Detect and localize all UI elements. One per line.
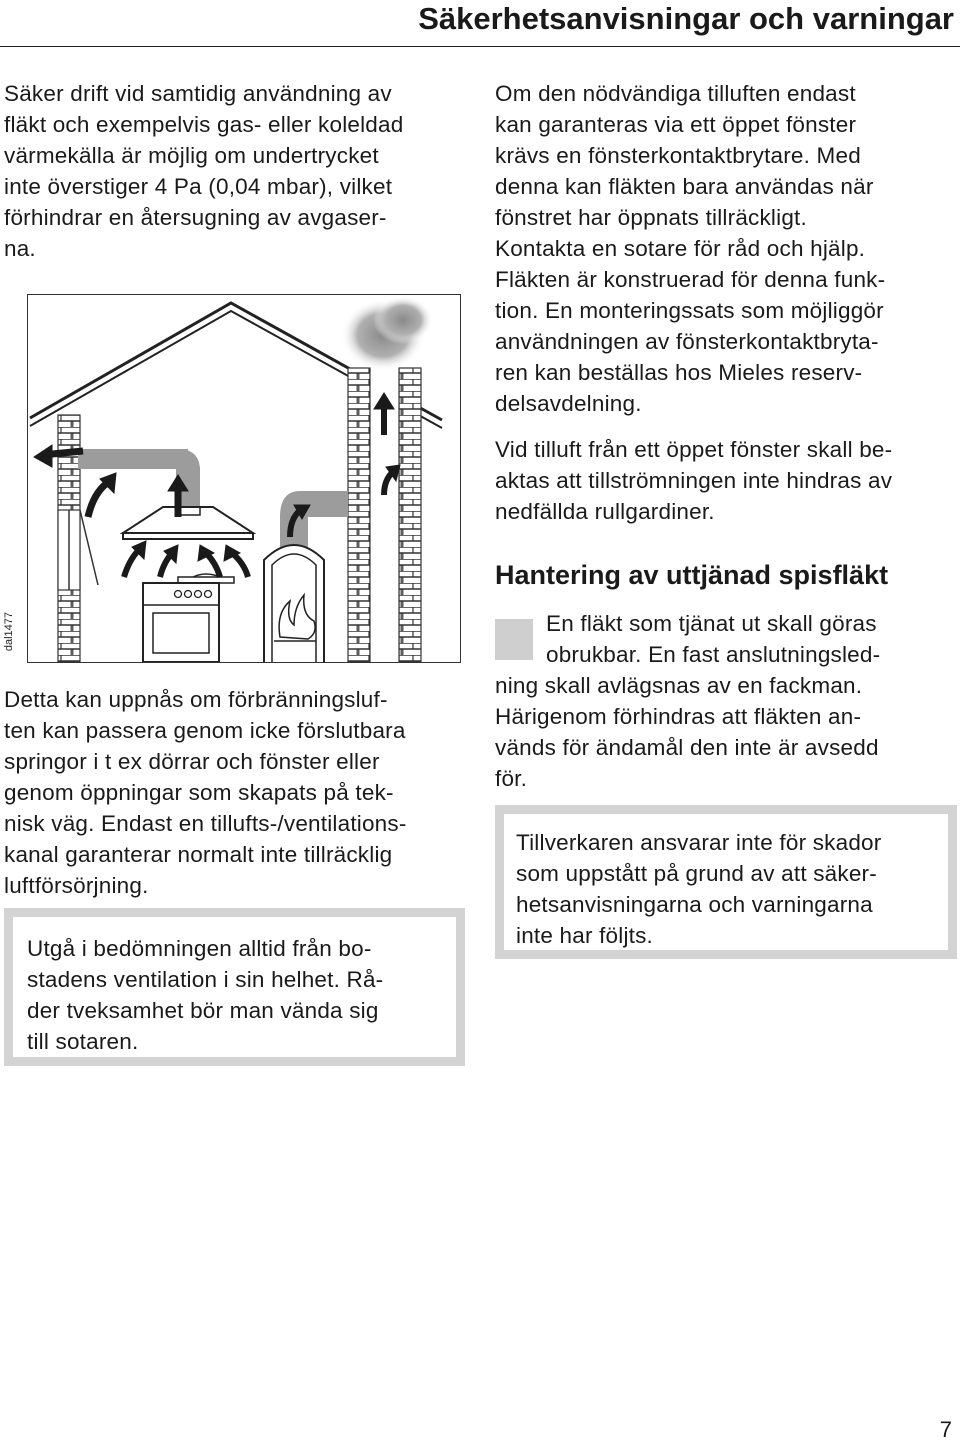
text-line: luftförsörjning. (4, 873, 149, 898)
liability-note-box (495, 805, 957, 959)
text-line: delsavdelning. (495, 391, 642, 416)
intro-paragraph (4, 78, 403, 264)
header-divider (0, 46, 960, 47)
text-line: förhindrar en återsugning av avgaser- (4, 205, 387, 230)
text-line: användningen av fönsterkontaktbryta- (495, 329, 879, 354)
text-line: fläkt och exempelvis gas- eller koleldad (4, 112, 404, 137)
text-line: Vid tilluft från ett öppet fönster skall be- (495, 437, 893, 462)
body-paragraph (4, 684, 407, 901)
disposal-paragraph-intro (546, 608, 880, 670)
text-line: Utgå i bedömningen alltid från bo- (27, 936, 372, 961)
text-line: obrukbar. En fast anslutningsled- (546, 642, 881, 667)
page-title: Säkerhetsanvisningar och varningar (418, 1, 954, 36)
info-marker-icon (495, 619, 533, 660)
page-number: 7 (939, 1417, 952, 1442)
text-line: Tillverkaren ansvarar inte för skador (516, 830, 882, 855)
text-line: Om den nödvändiga tilluften endast (495, 81, 856, 106)
text-line: krävs en fönsterkontaktbrytare. Med (495, 143, 861, 168)
text-line: Detta kan uppnås om förbränningsluf- (4, 687, 388, 712)
text-line: fönstret har öppnats tillräckligt. (495, 205, 807, 230)
figure-label: dal1477 (3, 612, 15, 652)
disposal-paragraph (495, 670, 879, 794)
text-line: hetsanvisningarna och varningarna (516, 892, 873, 917)
text-line: kan garanteras via ett öppet fönster (495, 112, 857, 137)
text-line: ten kan passera genom icke förslutbara (4, 718, 406, 743)
text-line: tion. En monteringssats som möjliggör (495, 298, 884, 323)
stove-icon (143, 574, 234, 662)
text-line: Fläkten är konstruerad för denna funk- (495, 267, 886, 292)
text-line: värmekälla är möjlig om undertrycket (4, 143, 379, 168)
text-line: na. (4, 236, 36, 261)
text-line: nisk väg. Endast en tillufts-/ventilations- (4, 811, 407, 836)
open-window-paragraph (495, 434, 892, 527)
text-line: En fläkt som tjänat ut skall göras (546, 611, 877, 636)
text-line: stadens ventilation i sin helhet. Rå- (27, 967, 384, 992)
text-line: som uppstått på grund av att säker- (516, 861, 877, 886)
text-line: denna kan fläkten bara användas när (495, 174, 874, 199)
text-line: till sotaren. (27, 1029, 139, 1054)
text-line: genom öppningar som skapats på tek- (4, 780, 394, 805)
text-line: Härigenom förhindras att fläkten an- (495, 704, 862, 729)
house-ventilation-illustration (27, 294, 461, 663)
text-line: Kontakta en sotare för råd och hjälp. (495, 236, 866, 261)
text-line: aktas att tillströmningen inte hindras av (495, 468, 893, 493)
text-line: nedfällda rullgardiner. (495, 499, 715, 524)
text-line: springor i t ex dörrar och fönster eller (4, 749, 380, 774)
ventilation-note-box (4, 908, 465, 1066)
note-paragraph (516, 827, 948, 951)
text-line: kanal garanterar normalt inte tillräcklig (4, 842, 393, 867)
text-line: ning skall avlägsnas av en fackman. (495, 673, 863, 698)
disposal-section-heading: Hantering av uttjänad spisfläkt (495, 560, 889, 590)
text-line: der tveksamhet bör man vända sig (27, 998, 379, 1023)
text-line: inte har följts. (516, 923, 654, 948)
window-switch-paragraph (495, 78, 885, 419)
text-line: Säker drift vid samtidig användning av (4, 81, 392, 106)
fireplace-icon (264, 491, 348, 662)
note-paragraph (27, 933, 456, 1057)
text-line: inte överstiger 4 Pa (0,04 mbar), vilket (4, 174, 393, 199)
text-line: vänds för ändamål den inte är avsedd (495, 735, 879, 760)
smoke-icon (341, 296, 433, 371)
text-line: ren kan beställas hos Mieles reserv- (495, 360, 863, 385)
text-line: för. (495, 766, 528, 791)
